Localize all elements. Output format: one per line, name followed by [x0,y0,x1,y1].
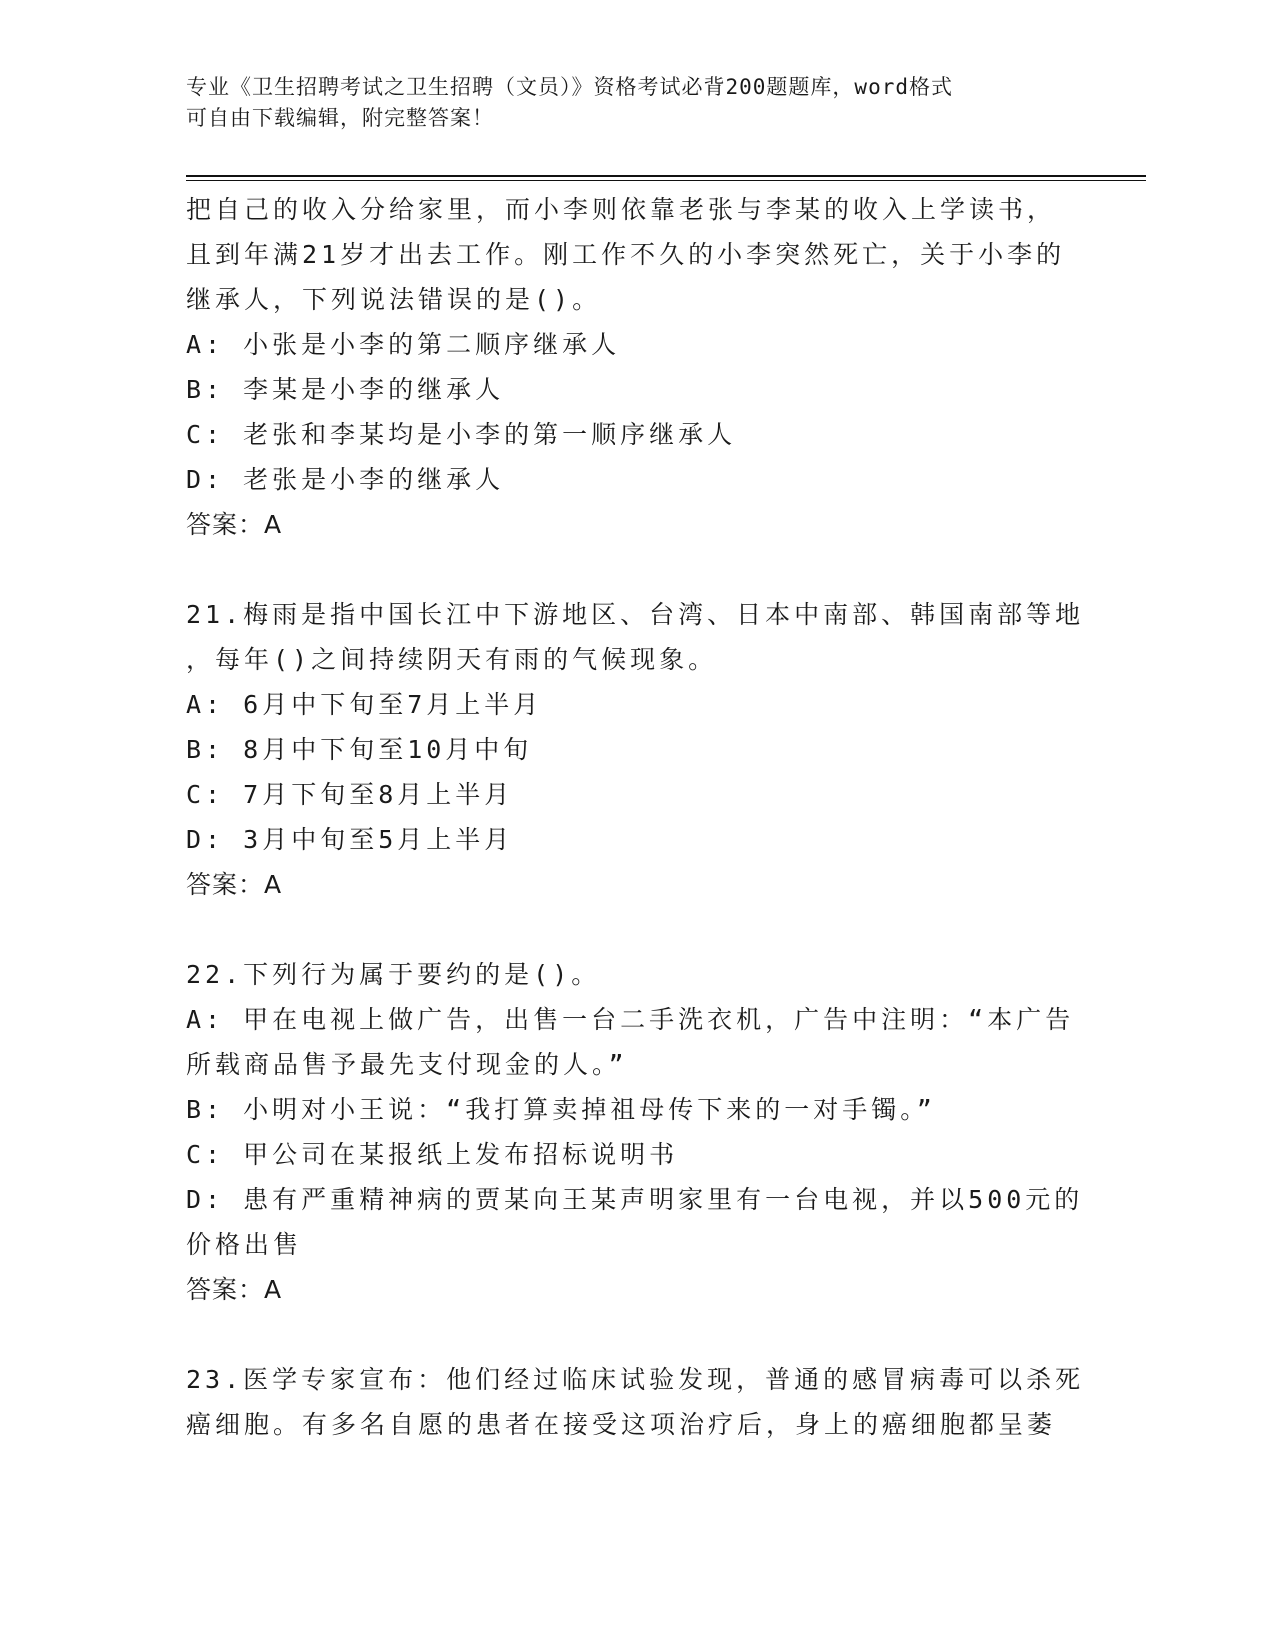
question-20-continuation [186,187,1071,547]
page-header [186,72,1066,134]
option-a: A: 6月中下旬至7月上半月 [186,690,543,719]
option-b: B: 小明对小王说：“我打算卖掉祖母传下来的一对手镯。” [186,1095,936,1124]
question-text-line: 癌细胞。有多名自愿的患者在接受这项治疗后，身上的癌细胞都呈萎 [186,1410,1057,1439]
header-line-1: 专业《卫生招聘考试之卫生招聘（文员）》资格考试必背200题题库，word格式 [186,75,953,99]
answer-line: 答案：A [186,1275,283,1304]
question-text-line: 且到年满21岁才出去工作。刚工作不久的小李突然死亡，关于小李的 [186,240,1066,269]
question-text-line: ，每年()之间持续阴天有雨的气候现象。 [186,645,718,674]
option-d: D: 3月中旬至5月上半月 [186,825,514,854]
option-d: D: 老张是小李的继承人 [186,465,505,494]
question-21 [186,592,1085,907]
option-c: C: 老张和李某均是小李的第一顺序继承人 [186,420,737,449]
header-line-2: 可自由下载编辑，附完整答案！ [186,106,494,130]
question-text-line: 23.医学专家宣布：他们经过临床试验发现，普通的感冒病毒可以杀死 [186,1365,1085,1394]
question-23 [186,1357,1085,1447]
answer-line: 答案：A [186,870,283,899]
option-b: B: 8月中下旬至10月中旬 [186,735,533,764]
spacer [186,547,1071,592]
option-a: A: 小张是小李的第二顺序继承人 [186,330,621,359]
option-d: D: 患有严重精神病的贾某向王某声明家里有一台电视，并以500元的 [186,1185,1084,1214]
question-text-line: 继承人，下列说法错误的是()。 [186,285,602,314]
question-text-line: 把自己的收入分给家里，而小李则依靠老张与李某的收入上学读书， [186,195,1057,224]
question-22 [186,952,1084,1312]
spacer [186,907,1071,952]
option-c: C: 7月下旬至8月上半月 [186,780,514,809]
option-b: B: 李某是小李的继承人 [186,375,505,404]
spacer [186,1312,1071,1357]
option-d-continuation: 价格出售 [186,1230,303,1259]
question-text-line: 22.下列行为属于要约的是()。 [186,960,601,989]
option-a: A: 甲在电视上做广告，出售一台二手洗衣机，广告中注明：“本广告 [186,1005,1075,1034]
document-body [186,187,1085,1447]
option-c: C: 甲公司在某报纸上发布招标说明书 [186,1140,679,1169]
header-divider [186,175,1146,181]
answer-line: 答案：A [186,510,283,539]
option-a-continuation: 所载商品售予最先支付现金的人。” [186,1050,628,1079]
question-text-line: 21.梅雨是指中国长江中下游地区、台湾、日本中南部、韩国南部等地 [186,600,1085,629]
